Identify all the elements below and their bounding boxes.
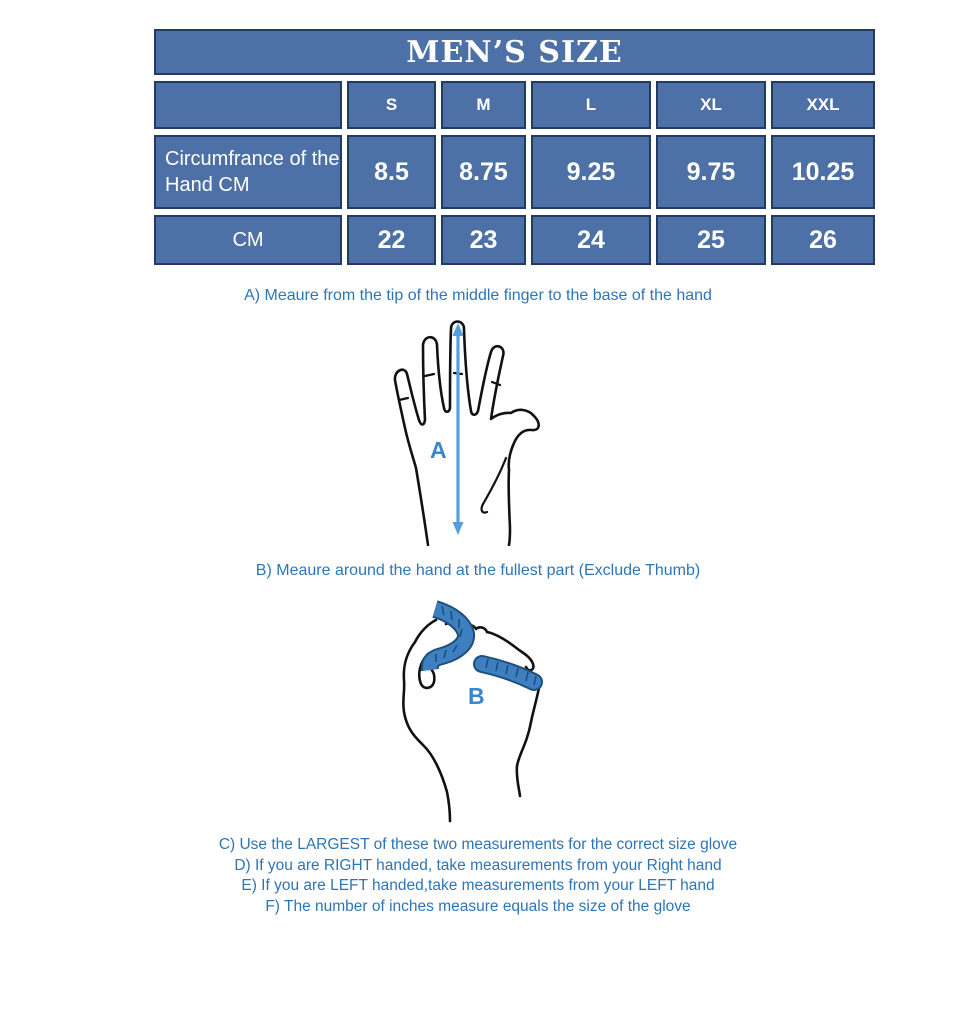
row-label-cm: CM — [154, 215, 342, 265]
table-cell: 25 — [656, 215, 766, 265]
table-cell: 9.25 — [531, 135, 651, 209]
instruction-a: A) Meaure from the tip of the middle finger to the base of the hand — [244, 287, 712, 304]
size-column-header-l: L — [531, 81, 651, 129]
hand-b-label: B — [468, 683, 485, 709]
size-column-header-xl: XL — [656, 81, 766, 129]
instruction-e: E) If you are LEFT handed,take measurements from your LEFT hand — [241, 877, 715, 894]
instruction-c: C) Use the LARGEST of these two measurements for the correct size glove — [218, 836, 738, 853]
table-cell: 26 — [771, 215, 875, 265]
table-cell: 8.75 — [441, 135, 526, 209]
size-column-header-m: M — [441, 81, 526, 129]
table-cell: 8.5 — [347, 135, 436, 209]
table-cell: 22 — [347, 215, 436, 265]
table-cell: 9.75 — [656, 135, 766, 209]
instruction-list — [0, 835, 956, 917]
instruction-d: D) If you are RIGHT handed, take measurements from your Right hand — [234, 856, 722, 874]
table-cell: 10.25 — [771, 135, 875, 209]
instruction-f: F) The number of inches measure equals the size of the glove — [265, 897, 691, 915]
size-column-header-xxl: XXL — [771, 81, 875, 129]
hand-a-illustration — [378, 316, 558, 546]
table-cell: 23 — [441, 215, 526, 265]
hand-a-label: A — [430, 437, 447, 463]
size-column-header-s: S — [347, 81, 436, 129]
row-label-circumference: Circumfrance of the Hand CM — [154, 135, 342, 209]
table-cell: 24 — [531, 215, 651, 265]
instruction-b: B) Meaure around the hand at the fullest part (Exclude Thumb) — [255, 562, 701, 579]
fist-right-contour — [517, 688, 539, 796]
mens-size-table — [154, 29, 875, 265]
fist-top-left-contour — [415, 620, 436, 642]
table-title: MEN’S SIZE — [154, 29, 875, 75]
hand-b-illustration — [390, 598, 570, 824]
table-corner-blank-cell — [154, 81, 342, 129]
open-hand-outline — [395, 322, 539, 546]
